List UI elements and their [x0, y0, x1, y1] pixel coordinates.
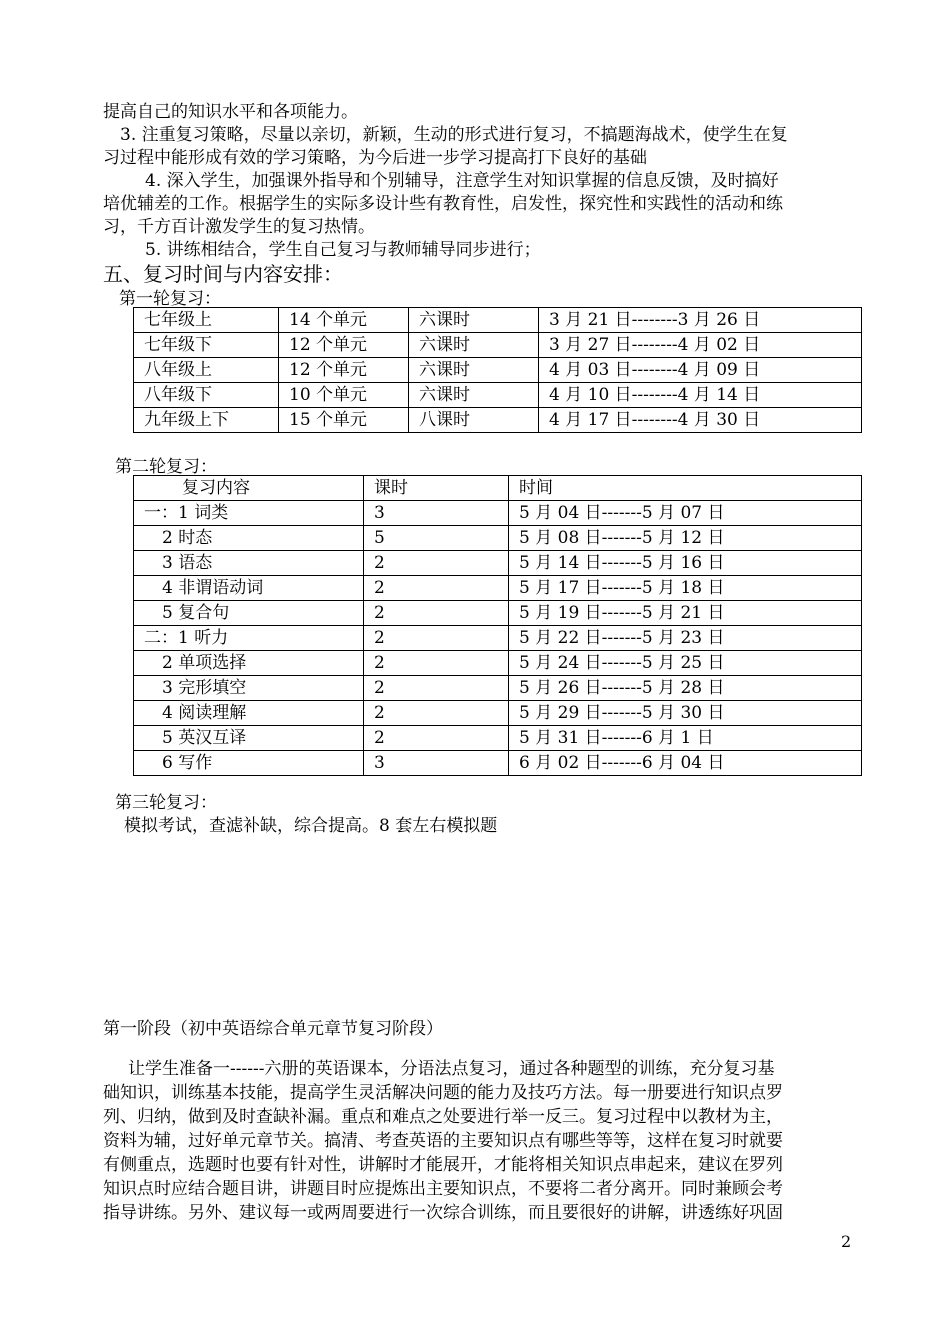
table-cell: 3 月 27 日--------4 月 02 日: [539, 333, 862, 358]
table-cell: 2: [364, 576, 509, 601]
table-header-row: [134, 476, 862, 501]
table-cell: 3 完形填空: [134, 676, 364, 701]
table-cell: 5 月 04 日-------5 月 07 日: [509, 501, 862, 526]
table-cell: 5 月 19 日-------5 月 21 日: [509, 601, 862, 626]
table-row: [134, 526, 862, 551]
table-cell: 2: [364, 676, 509, 701]
table-cell: 六课时: [409, 358, 539, 383]
section-heading: 五、复习时间与内容安排：: [103, 262, 343, 286]
table-row: [134, 626, 862, 651]
table-cell: 七年级下: [134, 333, 279, 358]
table-cell: 5 月 08 日-------5 月 12 日: [509, 526, 862, 551]
table-header: 时间: [509, 476, 862, 501]
body-line: 础知识，训练基本技能，提高学生灵活解决问题的能力及技巧方法。每一册要进行知识点罗: [103, 1083, 783, 1103]
table-cell: 八年级下: [134, 383, 279, 408]
table-cell: 5 月 29 日-------5 月 30 日: [509, 701, 862, 726]
body-line: 资料为辅，过好单元章节关。搞清、考查英语的主要知识点有哪些等等，这样在复习时就要: [103, 1131, 783, 1151]
table-cell: 2: [364, 626, 509, 651]
table-cell: 6 写作: [134, 751, 364, 776]
body-line: 指导讲练。另外、建议每一或两周要进行一次综合训练，而且要很好的讲解，讲透练好巩固: [103, 1203, 783, 1223]
body-line: 列、归纳，做到及时查缺补漏。重点和难点之处要进行举一反三。复习过程中以教材为主，: [103, 1107, 783, 1127]
body-line: 有侧重点，选题时也要有针对性，讲解时才能展开，才能将相关知识点串起来，建议在罗列: [103, 1155, 783, 1175]
table-cell: 2: [364, 726, 509, 751]
table-cell: 六课时: [409, 333, 539, 358]
table-cell: 六课时: [409, 383, 539, 408]
intro-line: 习过程中能形成有效的学习策略，为今后进一步学习提高打下良好的基础: [103, 148, 647, 168]
table-row: [134, 576, 862, 601]
table-cell: 2: [364, 601, 509, 626]
table-cell: 4 月 03 日--------4 月 09 日: [539, 358, 862, 383]
table-cell: 八年级上: [134, 358, 279, 383]
table-cell: 4 月 17 日--------4 月 30 日: [539, 408, 862, 433]
table-cell: 5 月 26 日-------5 月 28 日: [509, 676, 862, 701]
stage-title: 第一阶段（初中英语综合单元章节复习阶段）: [103, 1019, 443, 1039]
table-cell: 2 单项选择: [134, 651, 364, 676]
table-cell: 5 英汉互译: [134, 726, 364, 751]
table-cell: 5 月 22 日-------5 月 23 日: [509, 626, 862, 651]
table-cell: 七年级上: [134, 308, 279, 333]
intro-line: 4. 深入学生，加强课外指导和个别辅导，注意学生对知识掌握的信息反馈，及时搞好: [145, 171, 779, 191]
table-cell: 2 时态: [134, 526, 364, 551]
intro-line: 培优辅差的工作。根据学生的实际多设计些有教育性，启发性，探究性和实践性的活动和练: [103, 194, 783, 214]
table-cell: 15 个单元: [279, 408, 409, 433]
table-cell: 二：1 听力: [134, 626, 364, 651]
table-cell: 12 个单元: [279, 333, 409, 358]
intro-line: 3. 注重复习策略，尽量以亲切，新颖，生动的形式进行复习，不搞题海战术，使学生在复: [120, 125, 788, 145]
table-cell: 八课时: [409, 408, 539, 433]
table-cell: 3: [364, 501, 509, 526]
table-row: [134, 501, 862, 526]
table-row: [134, 601, 862, 626]
table-cell: 10 个单元: [279, 383, 409, 408]
table-cell: 5 复合句: [134, 601, 364, 626]
table-row: [134, 726, 862, 751]
table-row: [134, 551, 862, 576]
table-cell: 4 阅读理解: [134, 701, 364, 726]
intro-line: 5. 讲练相结合，学生自己复习与教师辅导同步进行；: [145, 240, 541, 260]
table-row: [134, 676, 862, 701]
table-cell: 3: [364, 751, 509, 776]
table-row: [134, 651, 862, 676]
table-row: [134, 308, 862, 333]
table-cell: 12 个单元: [279, 358, 409, 383]
table-header: 复习内容: [134, 476, 364, 501]
round1-table: [133, 307, 862, 433]
table-cell: 5 月 17 日-------5 月 18 日: [509, 576, 862, 601]
table-row: [134, 383, 862, 408]
table-cell: 2: [364, 701, 509, 726]
table-cell: 4 月 10 日--------4 月 14 日: [539, 383, 862, 408]
table-row: [134, 333, 862, 358]
page-number: 2: [841, 1232, 852, 1251]
table-cell: 2: [364, 551, 509, 576]
table-cell: 6 月 02 日-------6 月 04 日: [509, 751, 862, 776]
round1-label: 第一轮复习：: [119, 289, 221, 309]
table-cell: 3 月 21 日--------3 月 26 日: [539, 308, 862, 333]
table-cell: 5: [364, 526, 509, 551]
table-cell: 2: [364, 651, 509, 676]
table-cell: 九年级上下: [134, 408, 279, 433]
intro-line: 习，千方百计激发学生的复习热情。: [103, 217, 375, 237]
table-cell: 5 月 14 日-------5 月 16 日: [509, 551, 862, 576]
table-cell: 5 月 31 日-------6 月 1 日: [509, 726, 862, 751]
round2-table: [133, 475, 862, 776]
round3-text: 模拟考试，查滤补缺，综合提高。8 套左右模拟题: [124, 816, 498, 836]
body-line: 让学生准备一------六册的英语课本，分语法点复习，通过各种题型的训练，充分复习基: [128, 1059, 775, 1079]
table-cell: 5 月 24 日-------5 月 25 日: [509, 651, 862, 676]
intro-line: 提高自己的知识水平和各项能力。: [103, 102, 358, 122]
table-row: [134, 408, 862, 433]
table-cell: 4 非谓语动词: [134, 576, 364, 601]
round3-label: 第三轮复习：: [115, 793, 217, 813]
table-cell: 一：1 词类: [134, 501, 364, 526]
body-line: 知识点时应结合题目讲，讲题目时应提炼出主要知识点，不要将二者分离开。同时兼顾会考: [103, 1179, 783, 1199]
table-header: 课时: [364, 476, 509, 501]
table-row: [134, 358, 862, 383]
table-row: [134, 701, 862, 726]
table-row: [134, 751, 862, 776]
table-cell: 六课时: [409, 308, 539, 333]
round2-label: 第二轮复习：: [115, 457, 217, 477]
table-cell: 3 语态: [134, 551, 364, 576]
table-cell: 14 个单元: [279, 308, 409, 333]
